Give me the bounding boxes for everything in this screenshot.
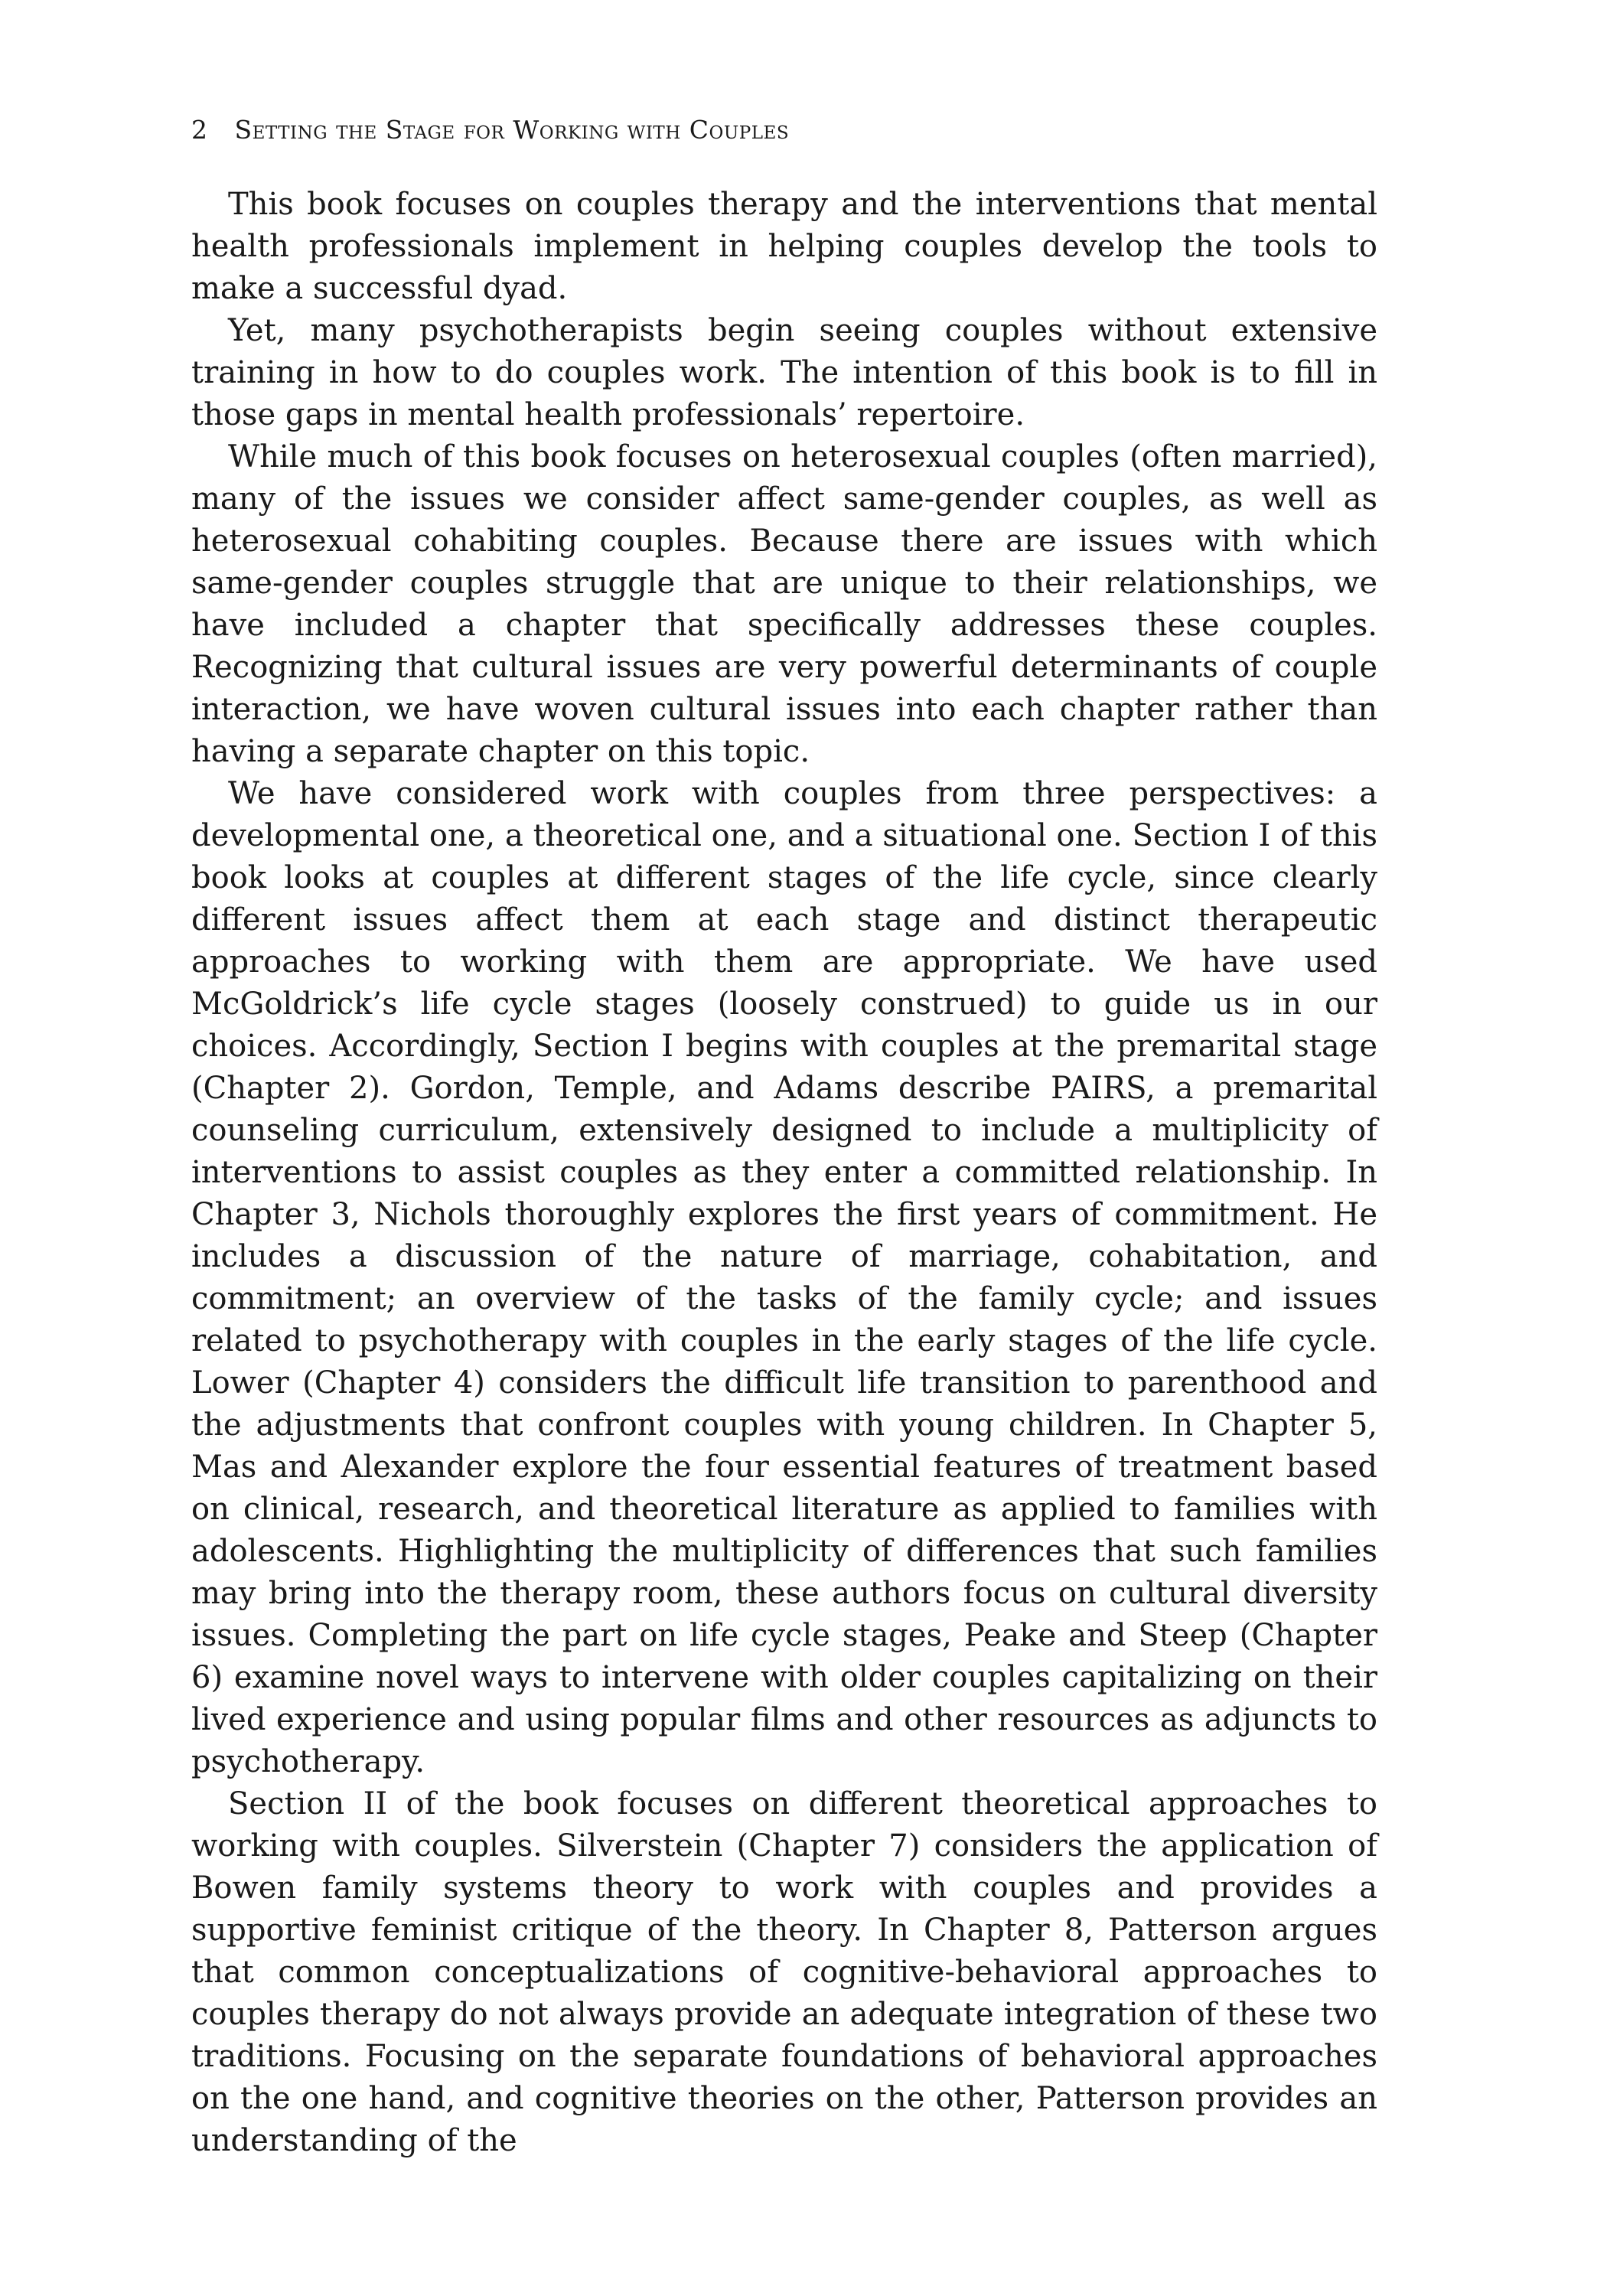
running-head-title: Setting the Stage for Working with Couples	[234, 115, 790, 145]
running-head	[191, 107, 1377, 153]
book-page	[191, 107, 1377, 2162]
paragraph-5: Section II of the book focuses on different theoretical approaches to working with couples. Silverstein (Chapter 7) considers the application of Bowen family systems theory to work with couples and provides a supportive feminist critique of the theory. In Chapter 8, Patterson argues that common conceptualizations of cognitive-behavioral approaches to couples therapy do not always provide an adequate integration of these two traditions. Focusing on the separate foundations of behavioral approaches on the one hand, and cognitive theories on the other, Patterson provides an understanding of the	[191, 1786, 1377, 2158]
paragraph-2: Yet, many psychotherapists begin seeing couples without extensive training in how to do couples work. The intention of this book is to fill in those gaps in mental health professionals’ repertoire.	[191, 313, 1377, 432]
body-text	[191, 184, 1377, 2162]
paragraph-4: We have considered work with couples from three perspectives: a developmental one, a theoretical one, and a situational one. Section I of this book looks at couples at different stages of the life cycle, since clearly different issues affect them at each stage and distinct therapeutic approaches to working with them are appropriate. We have used McGoldrick’s life cycle stages (loosely construed) to guide us in our choices. Accordingly, Section I begins with couples at the premarital stage (Chapter 2). Gordon, Temple, and Adams describe PAIRS, a premarital counseling curriculum, extensively designed to include a multiplicity of interventions to assist couples as they enter a committed relationship. In Chapter 3, Nichols thoroughly explores the first years of commitment. He includes a discussion of the nature of marriage, cohabitation, and commitment; an overview of the tasks of the family cycle; and issues related to psychotherapy with couples in the early stages of the life cycle. Lower (Chapter 4) considers the difficult life transition to parenthood and the adjustments that confront couples with young children. In Chapter 5, Mas and Alexander explore the four essential features of treatment based on clinical, research, and theoretical literature as applied to families with adolescents. Highlighting the multiplicity of differences that such families may bring into the therapy room, these authors focus on cultural diversity issues. Completing the part on life cycle stages, Peake and Steep (Chapter 6) examine novel ways to intervene with older couples capitalizing on their lived experience and using popular films and other resources as adjuncts to psychotherapy.	[191, 776, 1377, 1779]
page-number: 2	[191, 115, 208, 145]
paragraph-3: While much of this book focuses on heterosexual couples (often married), many of the issues we consider affect same-gender couples, as well as heterosexual cohabiting couples. Because there are issues with which same-gender couples struggle that are unique to their relationships, we have included a chapter that specifically addresses these couples. Recognizing that cultural issues are very powerful determinants of couple interaction, we have woven cultural issues into each chapter rather than having a separate chapter on this topic.	[191, 439, 1377, 769]
paragraph-1: This book focuses on couples therapy and the interventions that mental health professionals implement in helping couples develop the tools to make a successful dyad.	[191, 187, 1377, 306]
